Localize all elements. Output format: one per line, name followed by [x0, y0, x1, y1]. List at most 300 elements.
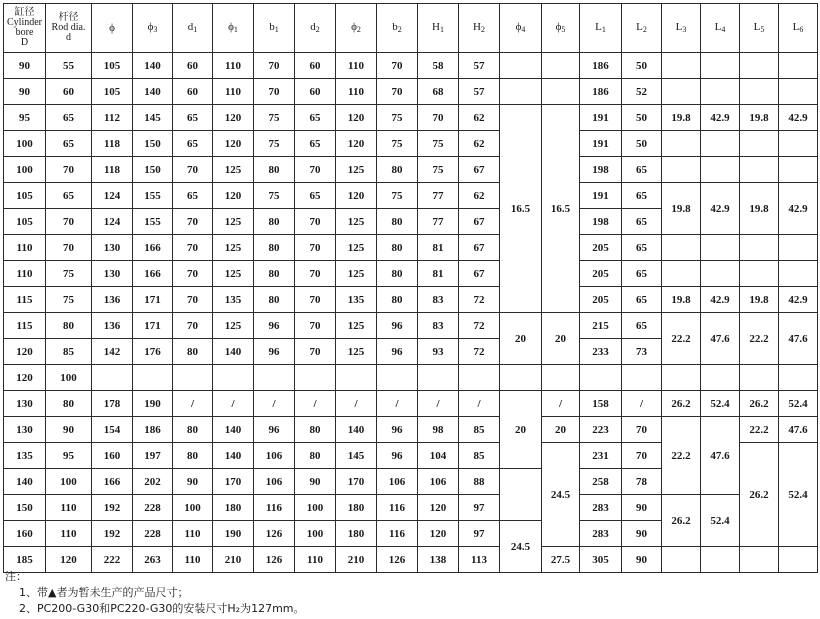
table-cell: 70	[295, 235, 336, 261]
column-header	[254, 4, 295, 53]
table-cell: 70	[295, 209, 336, 235]
table-cell: 120	[213, 131, 254, 157]
table-cell: 70	[295, 339, 336, 365]
table-row	[4, 105, 818, 131]
table-cell: 124	[92, 209, 133, 235]
column-header-line: D	[20, 37, 29, 48]
table-cell	[779, 131, 818, 157]
table-cell: 106	[377, 469, 418, 495]
table-cell	[740, 547, 779, 573]
table-cell: 110	[336, 79, 377, 105]
table-cell: 178	[92, 391, 133, 417]
table-cell: 19.8	[740, 287, 779, 313]
table-cell: 166	[92, 469, 133, 495]
table-cell: 136	[92, 313, 133, 339]
table-cell	[580, 365, 622, 391]
table-cell: 67	[459, 157, 500, 183]
table-row	[4, 287, 818, 313]
table-cell: 197	[133, 443, 173, 469]
table-cell: 176	[133, 339, 173, 365]
table-cell: 60	[295, 79, 336, 105]
table-cell: 305	[580, 547, 622, 573]
table-cell: 19.8	[740, 105, 779, 131]
table-cell: 65	[295, 105, 336, 131]
table-cell	[701, 53, 740, 79]
table-cell: 223	[580, 417, 622, 443]
table-cell: 115	[4, 313, 46, 339]
dimension-table	[3, 3, 818, 573]
table-cell: /	[418, 391, 459, 417]
table-cell: 190	[213, 521, 254, 547]
table-cell: 83	[418, 313, 459, 339]
table-cell: 47.6	[701, 417, 740, 495]
table-cell: 65	[46, 105, 92, 131]
column-header-subscript: 1	[439, 24, 444, 34]
table-cell: 52.4	[779, 391, 818, 417]
table-cell: 110	[336, 53, 377, 79]
table-cell	[662, 131, 701, 157]
table-cell: 70	[173, 209, 213, 235]
column-header-symbol: L	[753, 20, 761, 33]
column-header-symbol: L	[675, 20, 683, 33]
table-cell	[336, 365, 377, 391]
table-cell	[701, 79, 740, 105]
table-cell: 50	[622, 53, 662, 79]
table-cell: 186	[580, 79, 622, 105]
table-cell	[740, 261, 779, 287]
table-cell	[740, 53, 779, 79]
table-cell: 42.9	[701, 287, 740, 313]
note-item-1: 1、带▲者为暂未生产的产品尺寸；	[19, 586, 189, 599]
table-cell: 80	[46, 391, 92, 417]
table-cell: 228	[133, 495, 173, 521]
table-cell: 125	[336, 235, 377, 261]
notes-section	[5, 569, 305, 617]
table-cell: 42.9	[779, 105, 818, 131]
table-cell	[701, 365, 740, 391]
table-cell: 80	[254, 235, 295, 261]
table-cell: 120	[213, 105, 254, 131]
column-header-symbol: ϕ	[515, 20, 522, 33]
table-cell	[542, 365, 580, 391]
table-cell: 124	[92, 183, 133, 209]
table-cell	[92, 365, 133, 391]
table-cell: 170	[213, 469, 254, 495]
table-cell: 80	[254, 261, 295, 287]
table-cell	[500, 53, 542, 79]
column-header	[4, 4, 46, 53]
notes-title: 注：	[5, 570, 27, 583]
table-cell: 90	[46, 417, 92, 443]
table-cell: 191	[580, 131, 622, 157]
table-cell: 81	[418, 235, 459, 261]
table-cell: 50	[622, 105, 662, 131]
table-cell: 192	[92, 495, 133, 521]
table-cell: 65	[173, 183, 213, 209]
table-cell	[779, 547, 818, 573]
table-cell: /	[213, 391, 254, 417]
table-cell: 19.8	[740, 183, 779, 235]
column-header-subscript: 1	[233, 24, 238, 34]
table-cell: 205	[580, 261, 622, 287]
table-cell: 65	[622, 235, 662, 261]
table-cell: 70	[622, 417, 662, 443]
column-header	[580, 4, 622, 53]
column-header-line: bore	[15, 27, 34, 38]
table-cell: 185	[4, 547, 46, 573]
table-cell: 90	[4, 79, 46, 105]
table-cell: 65	[46, 183, 92, 209]
table-cell: 65	[622, 183, 662, 209]
column-header-subscript: 3	[682, 24, 687, 34]
table-cell: 231	[580, 443, 622, 469]
table-cell: 67	[459, 209, 500, 235]
table-cell: 180	[336, 521, 377, 547]
table-cell: 52	[622, 79, 662, 105]
column-header	[779, 4, 818, 53]
table-cell	[542, 79, 580, 105]
table-cell: 73	[622, 339, 662, 365]
table-cell: 62	[459, 105, 500, 131]
table-cell: 118	[92, 131, 133, 157]
table-cell: 186	[133, 417, 173, 443]
table-cell: 115	[4, 287, 46, 313]
table-cell: 57	[459, 79, 500, 105]
table-cell: 283	[580, 521, 622, 547]
table-cell: 105	[4, 183, 46, 209]
table-cell: 135	[213, 287, 254, 313]
column-header-symbol: ϕ	[228, 20, 234, 33]
table-cell: 67	[459, 261, 500, 287]
table-cell	[740, 365, 779, 391]
table-cell: 120	[46, 547, 92, 573]
column-header	[173, 4, 213, 53]
table-cell: 140	[133, 79, 173, 105]
table-cell: 171	[133, 287, 173, 313]
table-cell: 60	[46, 79, 92, 105]
table-cell: 65	[622, 209, 662, 235]
table-cell: 47.6	[779, 313, 818, 365]
table-cell: 85	[46, 339, 92, 365]
table-cell: 20	[500, 313, 542, 365]
table-cell: 150	[133, 131, 173, 157]
table-cell: 136	[92, 287, 133, 313]
table-cell: 135	[4, 443, 46, 469]
table-cell: 65	[622, 313, 662, 339]
table-cell: 70	[254, 53, 295, 79]
table-cell: 90	[622, 547, 662, 573]
column-header-line: 缸径	[14, 7, 35, 18]
table-cell: 138	[418, 547, 459, 573]
table-cell: 126	[377, 547, 418, 573]
table-cell: 20	[542, 313, 580, 365]
table-cell: 22.2	[662, 313, 701, 365]
table-cell: 16.5	[542, 105, 580, 313]
table-cell: 96	[254, 417, 295, 443]
table-cell: 22.2	[662, 417, 701, 495]
column-header-subscript: 1	[601, 24, 606, 34]
table-cell	[662, 157, 701, 183]
table-cell	[622, 365, 662, 391]
table-cell: 190	[133, 391, 173, 417]
table-cell: 210	[336, 547, 377, 573]
table-cell: 95	[46, 443, 92, 469]
table-cell	[500, 469, 542, 521]
table-cell: 75	[254, 131, 295, 157]
table-cell: 90	[173, 469, 213, 495]
table-cell	[662, 235, 701, 261]
table-cell: 70	[622, 443, 662, 469]
table-cell: 125	[336, 157, 377, 183]
table-cell: 80	[377, 261, 418, 287]
table-cell: 263	[133, 547, 173, 573]
table-cell: 112	[92, 105, 133, 131]
table-cell: 100	[4, 131, 46, 157]
table-cell: 258	[580, 469, 622, 495]
table-cell	[779, 79, 818, 105]
table-cell: 93	[418, 339, 459, 365]
table-cell: /	[542, 391, 580, 417]
table-row	[4, 313, 818, 339]
table-cell: 70	[295, 261, 336, 287]
table-cell: 80	[377, 157, 418, 183]
table-cell: 100	[46, 469, 92, 495]
table-cell: 70	[295, 313, 336, 339]
table-cell: 22.2	[740, 313, 779, 365]
table-cell	[254, 365, 295, 391]
table-cell: 83	[418, 287, 459, 313]
table-cell	[740, 235, 779, 261]
table-cell: 75	[254, 105, 295, 131]
table-cell: 198	[580, 209, 622, 235]
table-cell: 65	[295, 131, 336, 157]
table-cell: 26.2	[740, 443, 779, 547]
column-header-symbol: H	[432, 20, 440, 33]
table-cell	[500, 79, 542, 105]
table-cell: 16.5	[500, 105, 542, 313]
table-cell: 155	[133, 209, 173, 235]
table-cell: 65	[622, 287, 662, 313]
table-cell: 120	[418, 495, 459, 521]
table-cell: 77	[418, 183, 459, 209]
table-cell: 105	[92, 79, 133, 105]
table-cell: 191	[580, 105, 622, 131]
table-cell: 42.9	[779, 287, 818, 313]
table-cell: 47.6	[779, 417, 818, 443]
table-cell: 90	[622, 495, 662, 521]
table-row	[4, 79, 818, 105]
column-header-subscript: 1	[274, 24, 279, 34]
table-cell: 125	[336, 339, 377, 365]
table-cell: 70	[173, 157, 213, 183]
table-cell: 150	[4, 495, 46, 521]
table-cell: 81	[418, 261, 459, 287]
table-cell	[662, 365, 701, 391]
table-row	[4, 391, 818, 417]
table-cell: 80	[377, 235, 418, 261]
table-cell	[662, 79, 701, 105]
table-cell: 85	[459, 417, 500, 443]
table-cell: 98	[418, 417, 459, 443]
table-cell: 75	[418, 157, 459, 183]
table-cell: 100	[295, 521, 336, 547]
table-cell: 65	[295, 183, 336, 209]
table-cell: 140	[4, 469, 46, 495]
table-cell: 78	[622, 469, 662, 495]
table-cell	[779, 157, 818, 183]
table-cell: 191	[580, 183, 622, 209]
table-cell: 116	[377, 495, 418, 521]
table-cell: 70	[173, 287, 213, 313]
table-cell: 120	[213, 183, 254, 209]
table-cell	[542, 53, 580, 79]
table-cell: 120	[4, 365, 46, 391]
table-cell: 95	[4, 105, 46, 131]
table-cell: /	[295, 391, 336, 417]
table-cell: 113	[459, 547, 500, 573]
table-cell: 222	[92, 547, 133, 573]
table-cell: 140	[336, 417, 377, 443]
table-row	[4, 183, 818, 209]
table-cell: 27.5	[542, 547, 580, 573]
table-cell: 20	[500, 391, 542, 469]
column-header-symbol: L	[636, 20, 643, 33]
table-cell	[779, 365, 818, 391]
table-cell: 50	[622, 131, 662, 157]
table-cell	[740, 79, 779, 105]
column-header	[377, 4, 418, 53]
table-cell: 57	[459, 53, 500, 79]
table-cell: 96	[254, 313, 295, 339]
table-cell: 70	[46, 157, 92, 183]
table-cell: 80	[295, 417, 336, 443]
table-cell	[173, 365, 213, 391]
table-cell: 100	[46, 365, 92, 391]
table-row	[4, 157, 818, 183]
table-cell: 72	[459, 287, 500, 313]
table-cell: 24.5	[500, 521, 542, 573]
table-cell: 100	[295, 495, 336, 521]
table-cell	[133, 365, 173, 391]
table-cell: 110	[4, 261, 46, 287]
table-cell: 26.2	[662, 495, 701, 547]
table-cell: 97	[459, 521, 500, 547]
table-cell: 125	[213, 209, 254, 235]
table-cell: 70	[418, 105, 459, 131]
column-header	[418, 4, 459, 53]
table-cell: 130	[92, 235, 133, 261]
column-header	[740, 4, 779, 53]
column-header-subscript: 4	[721, 24, 726, 34]
table-cell	[701, 235, 740, 261]
table-cell: 140	[213, 443, 254, 469]
column-header-line: Cylinder	[7, 17, 42, 28]
table-cell: 166	[133, 235, 173, 261]
column-header-subscript: 2	[642, 24, 647, 34]
table-cell: 106	[418, 469, 459, 495]
table-cell	[418, 365, 459, 391]
table-cell: 150	[133, 157, 173, 183]
table-cell: 110	[173, 521, 213, 547]
table-cell: 85	[459, 443, 500, 469]
table-cell	[701, 547, 740, 573]
column-header-subscript: 2	[397, 24, 402, 34]
table-cell: 145	[336, 443, 377, 469]
table-cell: 110	[4, 235, 46, 261]
table-cell: /	[459, 391, 500, 417]
table-cell: 24.5	[542, 443, 580, 547]
table-cell: 52.4	[701, 495, 740, 547]
column-header	[662, 4, 701, 53]
table-cell: 100	[4, 157, 46, 183]
table-cell: 75	[377, 183, 418, 209]
table-row	[4, 417, 818, 443]
table-cell: 75	[418, 131, 459, 157]
table-cell: 171	[133, 313, 173, 339]
table-cell: 110	[46, 521, 92, 547]
table-cell	[701, 131, 740, 157]
column-header-symbol: b	[392, 20, 398, 33]
table-cell: 96	[377, 339, 418, 365]
table-cell: 42.9	[779, 183, 818, 235]
column-header	[295, 4, 336, 53]
table-cell: 120	[336, 183, 377, 209]
table-cell: 198	[580, 157, 622, 183]
table-cell: 72	[459, 313, 500, 339]
table-cell: 70	[173, 261, 213, 287]
table-cell: 19.8	[662, 183, 701, 235]
table-cell: 130	[92, 261, 133, 287]
table-cell: 120	[418, 521, 459, 547]
table-cell: 104	[418, 443, 459, 469]
table-cell: 283	[580, 495, 622, 521]
table-cell: 120	[336, 105, 377, 131]
table-header	[4, 4, 818, 53]
column-header-symbol: L	[714, 20, 722, 33]
column-header-symbol: ϕ	[555, 20, 562, 33]
table-cell: 70	[46, 235, 92, 261]
table-cell: 130	[4, 391, 46, 417]
table-cell: 125	[336, 313, 377, 339]
table-cell: /	[377, 391, 418, 417]
table-cell: 110	[46, 495, 92, 521]
table-cell: 70	[173, 313, 213, 339]
table-cell: 110	[213, 53, 254, 79]
table-cell: 80	[173, 417, 213, 443]
column-header-subscript: 6	[799, 24, 804, 34]
table-cell: 75	[377, 131, 418, 157]
table-cell: 110	[213, 79, 254, 105]
table-cell: 26.2	[740, 391, 779, 417]
column-header-symbol: L	[792, 20, 800, 33]
table-cell: 77	[418, 209, 459, 235]
table-cell: 90	[4, 53, 46, 79]
table-cell: 58	[418, 53, 459, 79]
table-cell: 80	[173, 443, 213, 469]
column-header-symbol: b	[269, 20, 275, 33]
table-cell: 192	[92, 521, 133, 547]
table-cell: 88	[459, 469, 500, 495]
table-cell: 202	[133, 469, 173, 495]
column-header-subscript: 2	[356, 24, 361, 34]
column-header	[133, 4, 173, 53]
table-cell: 75	[46, 287, 92, 313]
table-cell: 118	[92, 157, 133, 183]
table-cell	[779, 53, 818, 79]
table-row	[4, 131, 818, 157]
table-row	[4, 53, 818, 79]
column-header-line: 杆径	[58, 12, 79, 23]
